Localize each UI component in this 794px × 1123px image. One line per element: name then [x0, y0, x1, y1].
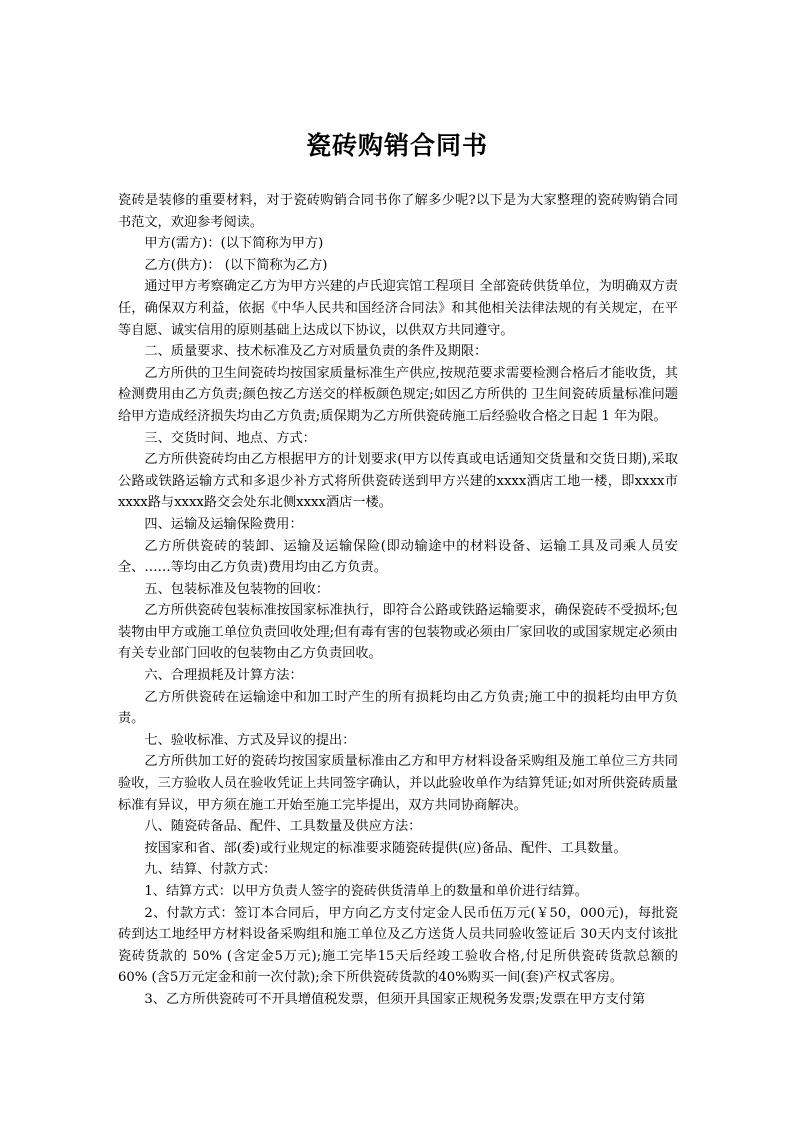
paragraph: 四、运输及运输保险费用： [144, 516, 303, 532]
paragraph: 2、付款方式：签订本合同后，甲方向乙方支付定金人民币伍万元(￥50，000元)，每批瓷砖到达工地经甲方材料设备采购组和施工单位及乙方送货人员共同验收签证后 30天内支付该批瓷砖货款的 50% (含定金5万元);施工完毕15天后经竣工验收合格,付足所供瓷砖货款总额的 60% (含5万元定金和前一次付款);余下所供瓷砖货款的40%购买一间(套)产权式客房。 [118, 905, 678, 986]
paragraph: 乙方所供瓷砖的装卸、运输及运输保险(即动输途中的材料设备、运输工具及司乘人员安全、……等均由乙方负责)费用均由乙方负责。 [118, 538, 678, 576]
paragraph: 通过甲方考察确定乙方为甲方兴建的卢氏迎宾馆工程项目 全部瓷砖供货单位，为明确双方责任，确保双方利益，依据《中华人民共和国经济合同法》和其他相关法律法规的有关规定，在平等自愿、诚实信用的原则基础上达成以下协议，以供双方共同遵守。 [118, 279, 678, 338]
paragraph: 九、结算、付款方式： [144, 862, 277, 878]
paragraph: 乙方所供瓷砖包装标准按国家标准执行，即符合公路或铁路运输要求，确保瓷砖不受损坏;包装物由甲方或施工单位负责回收处理;但有毒有害的包装物或必须由厂家回收的或国家规定必须由有关专业部门回收的包装物由乙方负责回收。 [118, 603, 678, 662]
paragraph: 瓷砖是装修的重要材料，对于瓷砖购销合同书你了解多少呢?以下是为大家整理的瓷砖购销合同书范文，欢迎参考阅读。 [118, 193, 678, 230]
paragraph: 3、乙方所供瓷砖可不开具增值税发票，但须开具国家正规税务发票;发票在甲方支付第 [144, 991, 646, 1007]
document-title: 瓷砖购销合同书 [305, 131, 488, 160]
paragraph: 1、结算方式：以甲方负责人签字的瓷砖供货清单上的数量和单价进行结算。 [144, 884, 588, 899]
paragraph: 乙方(供方)： (以下简称为乙方) [144, 257, 328, 273]
paragraph: 五、包装标准及包装物的回收： [144, 581, 330, 597]
paragraph: 按国家和省、部(委)或行业规定的标准要求随瓷砖提供(应)备品、配件、工具数量。 [144, 840, 627, 856]
paragraph: 乙方所供瓷砖均由乙方根据甲方的计划要求(甲方以传真或电话通知交货量和交货日期),采取公路或铁路运输方式和多退少补方式将所供瓷砖送到甲方兴建的xxxx酒店工地一楼，即xxxx市xxxx路与xxxx路交会处东北侧xxxx酒店一楼。 [118, 452, 678, 511]
paragraph: 乙方所供加工好的瓷砖均按国家质量标准由乙方和甲方材料设备采购组及施工单位三方共同验收，三方验收人员在验收凭证上共同签字确认，并以此验收单作为结算凭证;如对所供瓷砖质量标准有异议，甲方须在施工开始至施工完毕提出，双方共同协商解决。 [118, 754, 678, 813]
paragraph: 三、交货时间、地点、方式： [144, 430, 316, 446]
paragraph: 六、合理损耗及计算方法： [144, 668, 303, 684]
paragraph: 二、质量要求、技术标准及乙方对质量负责的条件及期限： [144, 344, 488, 360]
document-body [118, 190, 678, 1011]
paragraph: 甲方(需方)：(以下简称为甲方) [144, 236, 324, 252]
paragraph: 乙方所供瓷砖在运输途中和加工时产生的所有损耗均由乙方负责;施工中的损耗均由甲方负责。 [118, 689, 678, 727]
paragraph: 七、验收标准、方式及异议的提出： [144, 732, 356, 748]
paragraph: 八、随瓷砖备品、配件、工具数量及供应方法： [144, 819, 422, 835]
paragraph: 乙方所供的卫生间瓷砖均按国家质量标准生产供应,按规范要求需要检测合格后才能收货，其检测费用由乙方负责;颜色按乙方送交的样板颜色规定;如因乙方所供的 卫生间瓷砖质量标准问题给甲方造成经济损失均由乙方负责;质保期为乙方所供瓷砖施工后经验收合格之日起 1 年为限。 [118, 365, 678, 424]
